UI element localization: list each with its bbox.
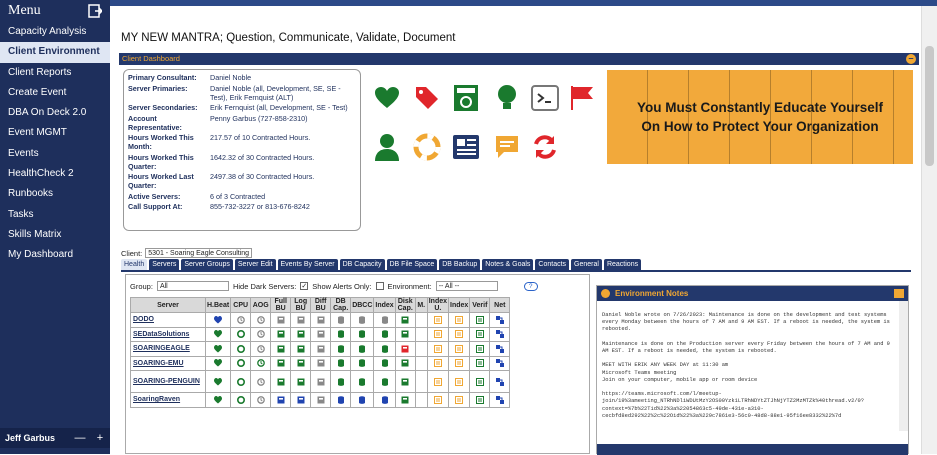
server-name-link[interactable]: SoaringRaven xyxy=(131,393,206,408)
status-cell-h-beat[interactable] xyxy=(206,342,231,357)
status-cell-disk-cap-[interactable] xyxy=(395,356,415,371)
table-row[interactable] xyxy=(131,327,510,342)
next-panel-header xyxy=(597,444,908,455)
nav-my-dashboard[interactable]: My Dashboard xyxy=(8,249,74,261)
status-cell-net[interactable] xyxy=(490,342,510,357)
column-header[interactable]: CPU xyxy=(231,298,251,313)
status-cell-m-[interactable] xyxy=(415,342,427,357)
info-label: Server Secondaries: xyxy=(128,103,198,112)
column-header[interactable]: Disk Cap. xyxy=(395,298,415,313)
server-icon[interactable] xyxy=(452,84,480,112)
info-value: 6 of 3 Contracted xyxy=(210,191,266,201)
status-cell-m-[interactable] xyxy=(415,356,427,371)
table-row[interactable] xyxy=(131,393,510,408)
status-cell-verif[interactable] xyxy=(470,313,490,328)
status-cell-db-cap-[interactable] xyxy=(331,393,351,408)
status-cell-verif[interactable] xyxy=(470,393,490,408)
status-cell-disk-cap-[interactable] xyxy=(395,371,415,393)
info-row xyxy=(128,114,356,132)
status-cell-diff-bu[interactable] xyxy=(311,313,331,328)
nav-healthcheck[interactable]: HealthCheck 2 xyxy=(8,168,74,180)
info-row xyxy=(128,133,356,151)
status-cell-log-bu[interactable] xyxy=(291,371,311,393)
info-row xyxy=(128,153,356,171)
status-cell-index-u-[interactable] xyxy=(427,313,448,328)
status-cell-h-beat[interactable] xyxy=(206,393,231,408)
info-label: Primary Consultant: xyxy=(128,73,197,82)
column-header[interactable]: Index xyxy=(374,298,395,313)
notes-body: Daniel Noble wrote on 7/26/2023: Maintenance is done on the development and test systems every Monday between the hours of 7 AM and 9 AM EST. If a reboot is needed, the system is rebooted. Maintenance is done on the Production server every Friday between the hours of 7 AM and 9 AM EST. If a reboot is needed, the system is rebooted. MEET WITH ERIK ANY WEEK DAY at 11:30 am Microsoft Teams meeting Join on your computer, mobile app or room device https://teams.microsoft.com/l/meetup-join/19%3ameeting_NTRhNDliWDUtMzY2OS00Yzk1LTRhNDYtZTJhNjYTZ2MzMTZk%40thread.v2/0?context=%7b%22Tid%22%3a%22054863c5-49de-431e-a310-cecbfd8ed292%22%2c%22Oid%22%3a%229c7861e3-56c0-48d8-88e1-95f16ee8332%22%7d xyxy=(602,312,890,419)
lifebuoy-icon[interactable] xyxy=(413,133,441,161)
hide-dark-label: Hide Dark Servers: xyxy=(232,281,297,291)
status-cell-net[interactable] xyxy=(490,327,510,342)
status-cell-full-bu[interactable] xyxy=(271,342,291,357)
environment-dropdown[interactable]: -- All -- xyxy=(436,281,498,291)
status-cell-dbcc[interactable] xyxy=(351,327,374,342)
notes-header xyxy=(597,286,908,301)
status-cell-log-bu[interactable] xyxy=(291,313,311,328)
notes-icon xyxy=(601,289,610,298)
status-cell-verif[interactable] xyxy=(470,327,490,342)
info-label: Server Primaries: xyxy=(128,83,188,93)
status-cell-h-beat[interactable] xyxy=(206,371,231,393)
status-cell-cpu[interactable] xyxy=(231,393,251,408)
status-cell-index[interactable] xyxy=(449,313,470,328)
dashboard-title: Client Dashboard xyxy=(122,54,180,63)
column-header[interactable]: M. xyxy=(415,298,427,313)
server-name-link[interactable]: SOARING-PENGUIN xyxy=(131,371,206,393)
status-cell-aog[interactable] xyxy=(251,393,271,408)
status-cell-index-u-[interactable] xyxy=(427,342,448,357)
help-icon[interactable]: ? xyxy=(524,282,538,291)
status-cell-index-u-[interactable] xyxy=(427,393,448,408)
lightbulb-icon[interactable] xyxy=(493,84,521,112)
nav-tasks[interactable]: Tasks xyxy=(8,208,34,220)
tab-events-by-server[interactable]: Events By Server xyxy=(278,259,338,270)
tab-db-backup[interactable]: DB Backup xyxy=(439,259,480,270)
menu-header xyxy=(0,0,110,22)
column-header[interactable]: Net xyxy=(490,298,510,313)
info-value: 217.57 of 10 Contracted Hours. xyxy=(210,133,311,142)
info-value: Erik Fernquist (all, Development, SE - Test) xyxy=(210,103,348,112)
status-cell-cpu[interactable] xyxy=(231,371,251,393)
status-cell-db-cap-[interactable] xyxy=(331,356,351,371)
status-cell-index[interactable] xyxy=(449,371,470,393)
column-header[interactable]: Diff BU xyxy=(311,298,331,313)
info-value: Daniel Noble (all, Development, SE, SE - Test), Erik Fernquist (ALT) xyxy=(210,83,341,102)
banner-text xyxy=(637,98,883,136)
status-cell-full-bu[interactable] xyxy=(271,393,291,408)
logout-icon[interactable] xyxy=(88,4,102,18)
column-header[interactable]: Server xyxy=(131,298,206,313)
chat-icon[interactable] xyxy=(493,133,521,161)
status-cell-verif[interactable] xyxy=(470,371,490,393)
status-cell-index[interactable] xyxy=(449,393,470,408)
newspaper-icon[interactable] xyxy=(452,133,480,161)
status-cell-index-u-[interactable] xyxy=(427,356,448,371)
heart-icon[interactable] xyxy=(373,84,401,112)
tab-db-capacity[interactable]: DB Capacity xyxy=(340,259,385,270)
info-row xyxy=(128,172,356,190)
status-cell-disk-cap-[interactable] xyxy=(395,313,415,328)
info-row xyxy=(128,192,356,201)
server-name-link[interactable]: SEDataSolutions xyxy=(131,327,206,342)
banner-line-2: On How to Protect Your Organization xyxy=(641,119,879,134)
status-cell-index[interactable] xyxy=(374,356,395,371)
collapse-button[interactable]: — xyxy=(74,432,86,444)
status-cell-h-beat[interactable] xyxy=(206,356,231,371)
column-header[interactable]: Verif xyxy=(470,298,490,313)
info-label: Hours Worked This Quarter: xyxy=(128,152,194,171)
status-cell-index[interactable] xyxy=(449,342,470,357)
status-cell-m-[interactable] xyxy=(415,327,427,342)
group-dropdown[interactable]: All xyxy=(157,281,229,291)
user-bar xyxy=(0,428,110,448)
tab-general[interactable]: General xyxy=(571,259,602,270)
table-row[interactable] xyxy=(131,313,510,328)
status-cell-m-[interactable] xyxy=(415,313,427,328)
nav-client-environment[interactable]: Client Environment xyxy=(0,42,110,62)
info-row xyxy=(128,103,356,112)
client-selector xyxy=(121,248,252,258)
sidebar xyxy=(0,0,110,454)
status-cell-cpu[interactable] xyxy=(231,327,251,342)
client-info-panel xyxy=(123,69,361,231)
column-header[interactable]: DB Cap. xyxy=(331,298,351,313)
nav-event-mgmt[interactable]: Event MGMT xyxy=(8,127,67,139)
status-cell-diff-bu[interactable] xyxy=(311,393,331,408)
status-cell-aog[interactable] xyxy=(251,327,271,342)
hide-dark-checkbox[interactable]: ✓ xyxy=(301,283,308,290)
status-cell-dbcc[interactable] xyxy=(351,313,374,328)
status-cell-aog[interactable] xyxy=(251,313,271,328)
tab-health[interactable]: Health xyxy=(121,259,147,270)
nav-capacity-analysis[interactable]: Capacity Analysis xyxy=(8,26,87,37)
minimize-icon[interactable]: – xyxy=(906,54,916,64)
status-cell-full-bu[interactable] xyxy=(271,356,291,371)
top-accent-bar xyxy=(110,0,937,6)
status-cell-full-bu[interactable] xyxy=(271,371,291,393)
status-cell-diff-bu[interactable] xyxy=(311,371,331,393)
tag-icon[interactable] xyxy=(413,84,441,112)
tab-contacts[interactable]: Contacts xyxy=(535,259,569,270)
nav-skills-matrix[interactable]: Skills Matrix xyxy=(8,228,62,240)
status-cell-disk-cap-[interactable] xyxy=(395,393,415,408)
server-name-link[interactable]: SOARING-EMU xyxy=(131,356,206,371)
status-cell-verif[interactable] xyxy=(470,356,490,371)
info-value: Daniel Noble xyxy=(210,73,252,82)
tab-reactions[interactable]: Reactions xyxy=(604,259,641,270)
notes-toggle-icon[interactable] xyxy=(894,289,904,298)
info-row xyxy=(128,73,356,82)
tab-notes-goals[interactable]: Notes & Goals xyxy=(482,259,533,270)
status-cell-full-bu[interactable] xyxy=(271,313,291,328)
page-scrollbar[interactable] xyxy=(921,6,937,454)
status-cell-db-cap-[interactable] xyxy=(331,342,351,357)
tab-underline xyxy=(121,270,911,272)
status-cell-diff-bu[interactable] xyxy=(311,327,331,342)
sync-icon[interactable] xyxy=(531,133,559,161)
client-dropdown[interactable]: 5301 - Soaring Eagle Consulting xyxy=(145,248,252,258)
filter-bar xyxy=(130,281,538,291)
info-value: 855-732-3227 or 813-676-8242 xyxy=(210,202,310,211)
tab-servers[interactable]: Servers xyxy=(149,259,179,270)
status-cell-disk-cap-[interactable] xyxy=(395,342,415,357)
info-value: 1642.32 of 30 Contracted Hours. xyxy=(210,152,315,162)
column-header[interactable]: Index xyxy=(449,298,470,313)
status-cell-dbcc[interactable] xyxy=(351,371,374,393)
status-cell-log-bu[interactable] xyxy=(291,327,311,342)
server-health-grid xyxy=(130,297,510,408)
status-cell-cpu[interactable] xyxy=(231,313,251,328)
status-cell-disk-cap-[interactable] xyxy=(395,327,415,342)
status-cell-net[interactable] xyxy=(490,313,510,328)
column-header[interactable]: Full BU xyxy=(271,298,291,313)
user-name: Jeff Garbus xyxy=(5,433,56,443)
status-cell-index[interactable] xyxy=(374,371,395,393)
grid-body xyxy=(131,313,510,408)
column-header[interactable]: H.Beat xyxy=(206,298,231,313)
tab-db-file-space[interactable]: DB File Space xyxy=(387,259,438,270)
grid-header-row xyxy=(131,298,510,313)
status-cell-aog[interactable] xyxy=(251,356,271,371)
status-cell-index[interactable] xyxy=(374,393,395,408)
status-cell-diff-bu[interactable] xyxy=(311,356,331,371)
column-header[interactable]: Index U. xyxy=(428,298,448,312)
menu-title: Menu xyxy=(8,3,41,18)
nav-client-reports[interactable]: Client Reports xyxy=(8,66,72,78)
terminal-icon[interactable] xyxy=(531,84,559,112)
status-cell-dbcc[interactable] xyxy=(351,393,374,408)
info-label: Account Representative: xyxy=(128,113,182,132)
tab-server-edit[interactable]: Server Edit xyxy=(235,259,276,270)
status-cell-log-bu[interactable] xyxy=(291,393,311,408)
status-cell-index-u-[interactable] xyxy=(427,371,448,393)
info-row xyxy=(128,84,356,102)
status-cell-diff-bu[interactable] xyxy=(311,342,331,357)
status-cell-aog[interactable] xyxy=(251,371,271,393)
server-name-link[interactable]: DODO xyxy=(131,313,206,328)
nav-runbooks[interactable]: Runbooks xyxy=(8,188,54,200)
status-cell-log-bu[interactable] xyxy=(291,356,311,371)
status-cell-net[interactable] xyxy=(490,356,510,371)
column-header[interactable]: DBCC xyxy=(351,298,374,313)
info-label: Call Support At: xyxy=(128,202,183,211)
status-cell-verif[interactable] xyxy=(470,342,490,357)
client-dashboard-header xyxy=(119,53,919,65)
status-cell-m-[interactable] xyxy=(415,371,427,393)
tab-server-groups[interactable]: Server Groups xyxy=(181,259,233,270)
status-cell-dbcc[interactable] xyxy=(351,356,374,371)
info-label: Active Servers: xyxy=(128,191,181,201)
status-cell-index[interactable] xyxy=(449,327,470,342)
nav-create-event[interactable]: Create Event xyxy=(8,86,67,98)
flag-icon[interactable] xyxy=(568,84,596,112)
status-cell-cpu[interactable] xyxy=(231,356,251,371)
environment-label: Environment: xyxy=(387,281,432,291)
info-value: 2497.38 of 30 Contracted Hours. xyxy=(210,172,315,181)
notes-title: Environment Notes xyxy=(615,289,689,298)
show-alerts-label: Show Alerts Only: xyxy=(312,281,372,291)
status-cell-index[interactable] xyxy=(374,342,395,357)
table-row[interactable] xyxy=(131,342,510,357)
status-cell-h-beat[interactable] xyxy=(206,313,231,328)
client-label: Client: xyxy=(121,248,143,258)
environment-notes-panel xyxy=(596,285,909,454)
status-cell-net[interactable] xyxy=(490,371,510,393)
person-icon[interactable] xyxy=(373,133,401,161)
group-label: Group: xyxy=(130,281,153,291)
info-value: Penny Garbus (727-858-2310) xyxy=(210,113,308,123)
table-row[interactable] xyxy=(131,371,510,393)
status-cell-aog[interactable] xyxy=(251,342,271,357)
server-name-link[interactable]: SOARINGEAGLE xyxy=(131,342,206,357)
column-header[interactable]: Log BU xyxy=(291,298,311,313)
column-header[interactable]: AOG xyxy=(251,298,271,313)
nav-dba-on-deck[interactable]: DBA On Deck 2.0 xyxy=(8,107,87,119)
security-banner[interactable] xyxy=(607,70,913,164)
status-cell-db-cap-[interactable] xyxy=(331,371,351,393)
status-cell-full-bu[interactable] xyxy=(271,327,291,342)
status-cell-net[interactable] xyxy=(490,393,510,408)
status-cell-cpu[interactable] xyxy=(231,342,251,357)
status-cell-db-cap-[interactable] xyxy=(331,313,351,328)
nav-events[interactable]: Events xyxy=(8,147,39,159)
banner-line-1: You Must Constantly Educate Yourself xyxy=(636,100,884,115)
notes-scrollbar[interactable] xyxy=(899,301,908,431)
info-row xyxy=(128,202,356,211)
scrollbar-thumb[interactable] xyxy=(925,46,934,166)
status-cell-index[interactable] xyxy=(449,356,470,371)
status-cell-index-u-[interactable] xyxy=(427,327,448,342)
status-cell-index[interactable] xyxy=(374,327,395,342)
tab-bar xyxy=(121,259,641,270)
show-alerts-checkbox[interactable] xyxy=(376,282,384,290)
info-label: Hours Worked This Month: xyxy=(128,133,194,151)
status-cell-log-bu[interactable] xyxy=(291,342,311,357)
info-label: Hours Worked Last Quarter: xyxy=(128,172,194,190)
status-cell-m-[interactable] xyxy=(415,393,427,408)
page-title: MY NEW MANTRA; Question, Communicate, Validate, Document xyxy=(121,32,456,44)
status-cell-dbcc[interactable] xyxy=(351,342,374,357)
status-cell-h-beat[interactable] xyxy=(206,327,231,342)
table-row[interactable] xyxy=(131,356,510,371)
status-cell-db-cap-[interactable] xyxy=(331,327,351,342)
status-cell-index[interactable] xyxy=(374,313,395,328)
expand-button[interactable]: + xyxy=(96,432,104,444)
